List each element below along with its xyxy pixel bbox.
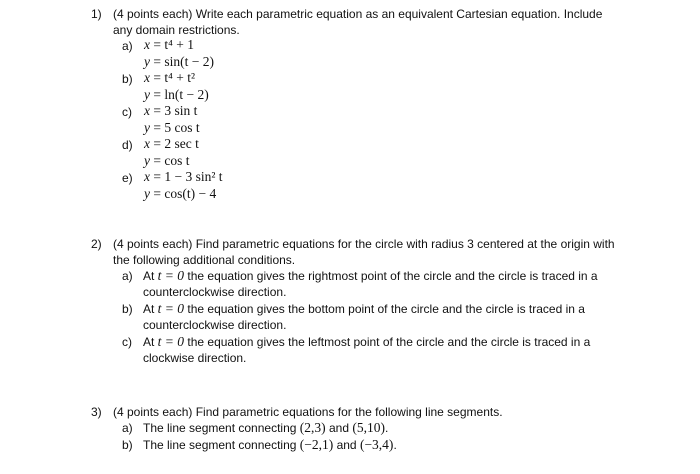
q3-part-b-label: b) xyxy=(122,438,133,452)
q2-part-b-label: b) xyxy=(122,302,133,316)
q1-part-c-x-equation: x = 3 sin t xyxy=(144,103,198,118)
q1-part-d-label: d) xyxy=(122,138,133,152)
q1-part-e-y-equation: y = cos(t) − 4 xyxy=(144,186,217,201)
q1-part-a-x-equation: x = t⁴ + 1 xyxy=(144,37,194,52)
question-3-prompt: (4 points each) Find parametric equations for the following line segments. xyxy=(113,405,503,419)
q1-part-b-label: b) xyxy=(122,72,133,86)
q1-part-c-y-equation: y = 5 cos t xyxy=(144,120,200,135)
q1-part-b-x-equation: x = t⁴ + t² xyxy=(144,70,195,85)
question-3-number: 3) xyxy=(91,405,102,419)
q3-part-a-text: The line segment connecting (2,3) and (5,10). xyxy=(143,420,389,435)
question-2-prompt-line-1: (4 points each) Find parametric equations for the circle with radius 3 centered at the origin with xyxy=(113,237,615,251)
q2-part-c-line-2: clockwise direction. xyxy=(143,351,247,365)
q3-part-b-text: The line segment connecting (−2,1) and (−3,4). xyxy=(143,437,397,452)
q1-part-d-x-equation: x = 2 sec t xyxy=(144,136,199,151)
question-2-prompt-line-2: the following additional conditions. xyxy=(113,253,296,267)
q2-part-a-line-2: counterclockwise direction. xyxy=(143,285,287,299)
q2-part-a-label: a) xyxy=(122,269,133,283)
q2-part-b-line-2: counterclockwise direction. xyxy=(143,318,287,332)
q3-part-a-label: a) xyxy=(122,421,133,435)
q2-part-c-label: c) xyxy=(122,335,132,349)
question-1-number: 1) xyxy=(91,7,102,21)
q2-part-c-line-1: At t = 0 the equation gives the leftmost point of the circle and the circle is traced in a xyxy=(143,334,591,349)
q1-part-d-y-equation: y = cos t xyxy=(144,153,190,168)
q1-part-e-x-equation: x = 1 − 3 sin² t xyxy=(144,169,223,184)
question-1-prompt-line-2: any domain restrictions. xyxy=(113,23,240,37)
q1-part-a-label: a) xyxy=(122,39,133,53)
question-1-prompt-line-1: (4 points each) Write each parametric equation as an equivalent Cartesian equation. Include xyxy=(113,7,603,21)
q1-part-b-y-equation: y = ln(t − 2) xyxy=(144,87,209,102)
q1-part-c-label: c) xyxy=(122,105,132,119)
q1-part-e-label: e) xyxy=(122,171,133,185)
q1-part-a-y-equation: y = sin(t − 2) xyxy=(144,54,214,69)
q2-part-a-line-1: At t = 0 the equation gives the rightmost point of the circle and the circle is traced in a xyxy=(143,268,598,283)
q2-part-b-line-1: At t = 0 the equation gives the bottom point of the circle and the circle is traced in a xyxy=(143,301,585,316)
question-2-number: 2) xyxy=(91,237,102,251)
